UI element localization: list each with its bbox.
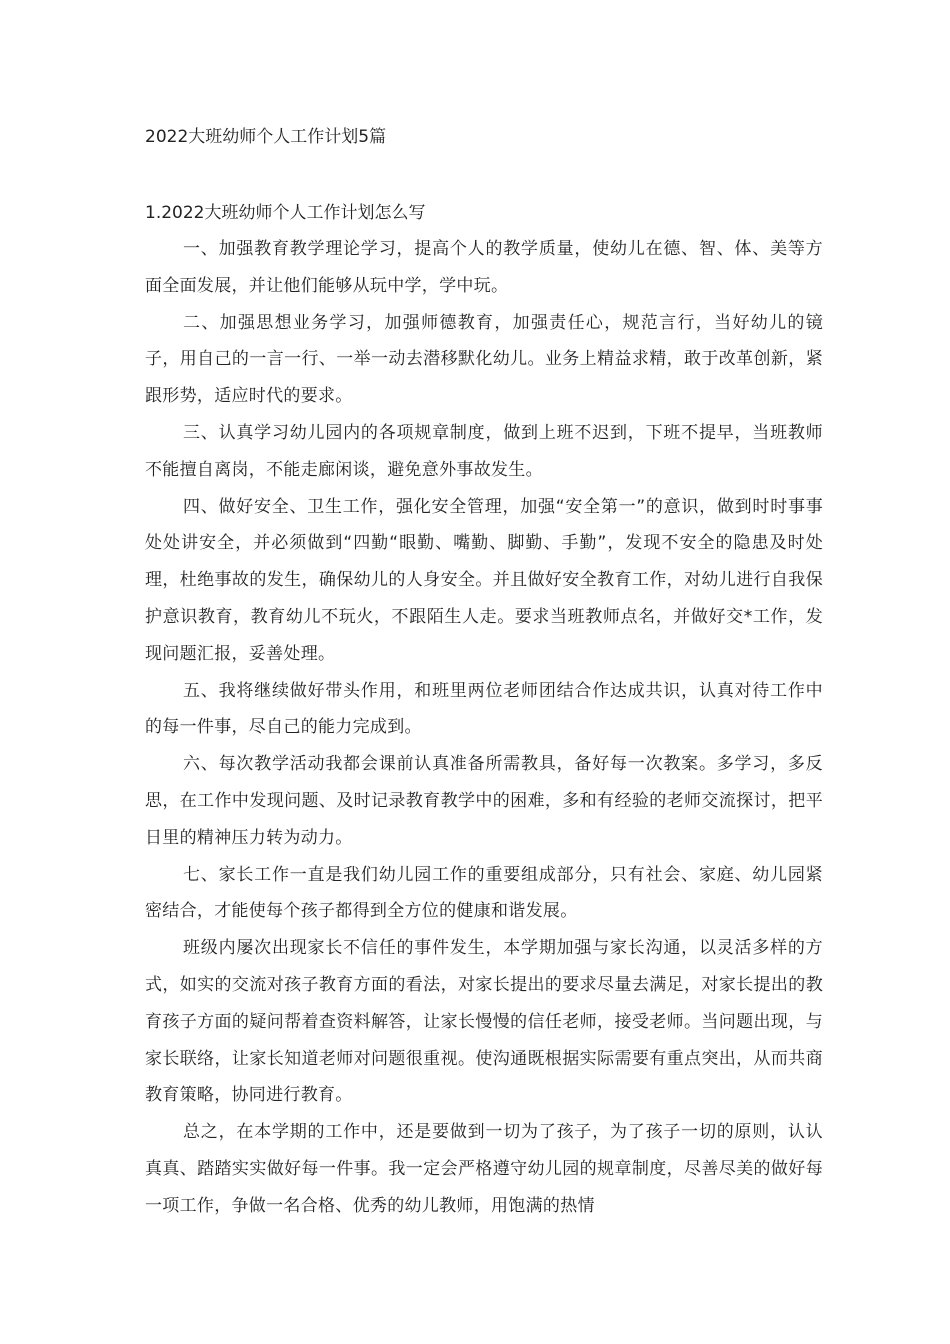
paragraph-1: 一、加强教育教学理论学习，提高个人的教学质量，使幼儿在德、智、体、美等方面全面发展，并让他们能够从玩中学，学中玩。 — [145, 239, 823, 296]
section-title: 1.2022大班幼师个人工作计划怎么写 — [145, 203, 426, 223]
document-content — [145, 119, 823, 1225]
document-title: 2022大班幼师个人工作计划5篇 — [145, 127, 387, 147]
paragraph-8: 班级内屡次出现家长不信任的事件发生，本学期加强与家长沟通，以灵活多样的方式，如实的交流对孩子教育方面的看法，对家长提出的要求尽量去满足，对家长提出的教育孩子方面的疑问帮着查资料解答，让家长慢慢的信任老师，接受老师。当问题出现，与家长联络，让家长知道老师对问题很重视。使沟通既根据实际需要有重点突出，从而共商教育策略，协同进行教育。 — [145, 938, 823, 1106]
paragraph-5: 五、我将继续做好带头作用，和班里两位老师团结合作达成共识，认真对待工作中的每一件事，尽自己的能力完成到。 — [145, 680, 823, 738]
paragraph-4: 四、做好安全、卫生工作，强化安全管理，加强“安全第一”的意识，做到时时事事处处讲安全，并必须做到“四勤“眼勤、嘴勤、脚勤、手勤”，发现不安全的隐患及时处理，杜绝事故的发生，确保幼儿的人身安全。并且做好安全教育工作，对幼儿进行自我保护意识教育，教育幼儿不玩火，不跟陌生人走。要求当班教师点名，并做好交*工作，发现问题汇报，妥善处理。 — [145, 496, 823, 664]
paragraph-6: 六、每次教学活动我都会课前认真准备所需教具，备好每一次教案。多学习，多反思，在工作中发现问题、及时记录教育教学中的困难，多和有经验的老师交流探讨，把平日里的精神压力转为动力。 — [145, 754, 823, 848]
paragraph-3: 三、认真学习幼儿园内的各项规章制度，做到上班不迟到，下班不提早，当班教师不能擅自离岗，不能走廊闲谈，避免意外事故发生。 — [145, 422, 823, 480]
paragraph-9: 总之，在本学期的工作中，还是要做到一切为了孩子，为了孩子一切的原则，认认真真、踏踏实实做好每一件事。我一定会严格遵守幼儿园的规章制度，尽善尽美的做好每一项工作，争做一名合格、优秀的幼儿教师，用饱满的热情 — [145, 1122, 823, 1216]
paragraph-7: 七、家长工作一直是我们幼儿园工作的重要组成部分，只有社会、家庭、幼儿园紧密结合，才能使每个孩子都得到全方位的健康和谐发展。 — [145, 864, 823, 922]
paragraph-2: 二、加强思想业务学习，加强师德教育，加强责任心，规范言行，当好幼儿的镜子，用自己的一言一行、一举一动去潜移默化幼儿。业务上精益求精，敢于改革创新，紧跟形势，适应时代的要求。 — [145, 312, 823, 407]
